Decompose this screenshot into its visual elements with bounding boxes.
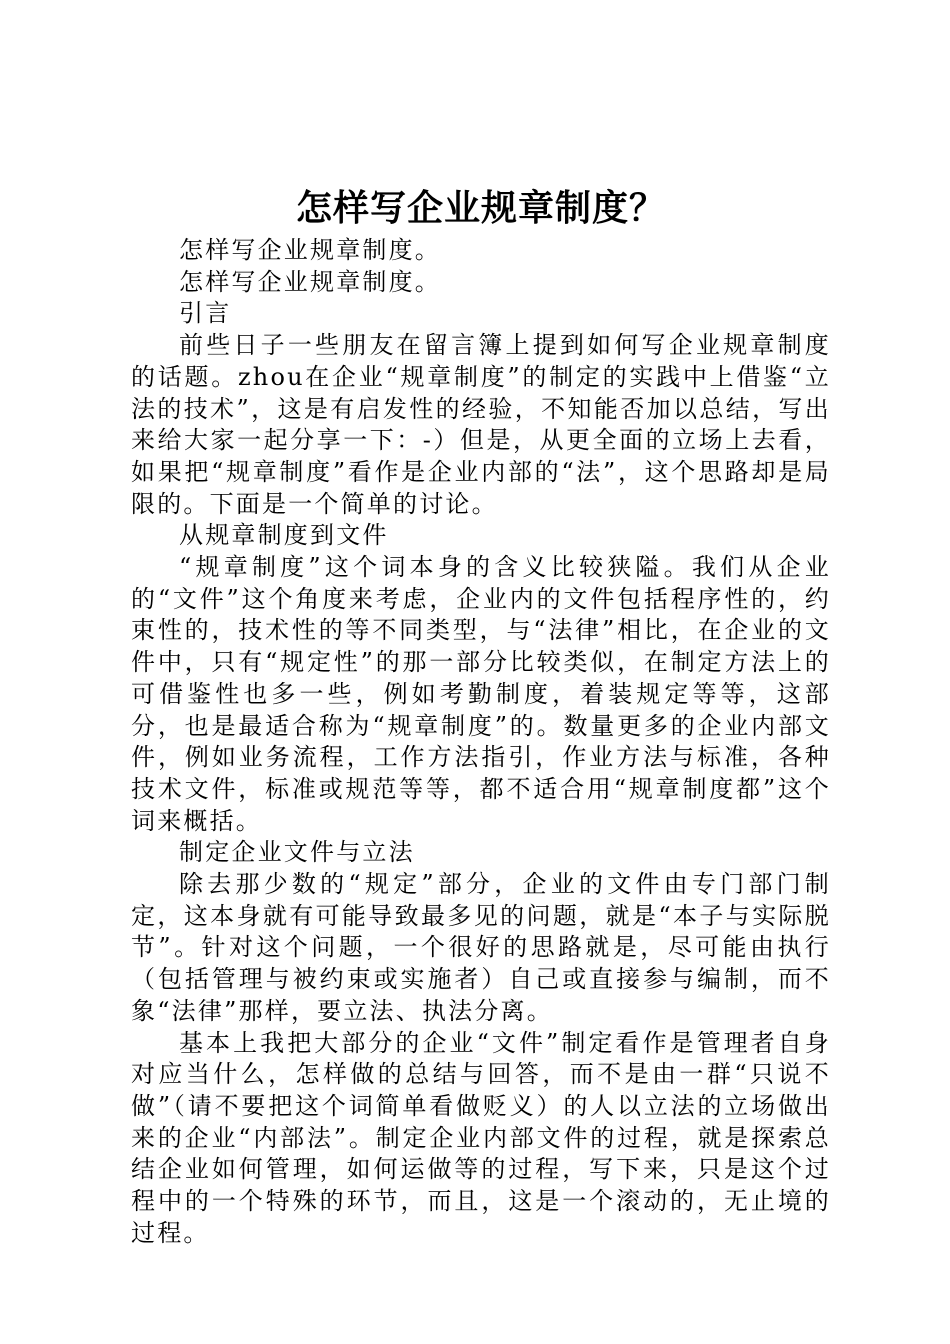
paragraph: 基本上我把大部分的企业“文件”制定看作是管理者自身对应当什么，怎样做的总结与回答，而不是由一群“只说不做”（请不要把这个词简单看做贬义）的人以立法的立场做出来的企业“内部法”。制定企业内部文件的过程，就是探索总结企业如何管理，如何运做等的过程，写下来，只是这个过程中的一个特殊的环节，而且，这是一个滚动的，无止境的过程。 [131, 1028, 831, 1247]
section-heading-documents-and-legislation: 制定企业文件与立法 [179, 838, 415, 867]
document-title: 怎样写企业规章制度？ [295, 187, 666, 229]
section-heading-intro: 引言 [179, 299, 232, 328]
paragraph: “规章制度”这个词本身的含义比较狭隘。我们从企业的“文件”这个角度来考虑，企业内的文件包括程序性的，约束性的，技术性的等不同类型，与“法律”相比，在企业的文件中，只有“规定性”的那一部分比较类似，在制定方法上的可借鉴性也多一些，例如考勤制度，着装规定等等，这部分，也是最适合称为“规章制度”的。数量更多的企业内部文件，例如业务流程，工作方法指引，作业方法与标准，各种技术文件，标准或规范等等，都不适合用“规章制度都”这个词来概括。 [131, 553, 831, 835]
paragraph: 除去那少数的“规定”部分，企业的文件由专门部门制定，这本身就有可能导致最多见的问题，就是“本子与实际脱节”。针对这个问题，一个很好的思路就是，尽可能由执行（包括管理与被约束或实施者）自己或直接参与编制，而不象“法律”那样，要立法、执法分离。 [131, 870, 831, 1025]
paragraph: 怎样写企业规章制度。 [179, 236, 441, 264]
paragraph: 怎样写企业规章制度。 [179, 267, 441, 296]
document-body [131, 235, 831, 1250]
paragraph: 前些日子一些朋友在留言簿上提到如何写企业规章制度的话题。zhou在企业“规章制度”的制定的实践中上借鉴“立法的技术”，这是有启发性的经验，不知能否加以总结，写出来给大家一起分享一下：-）但是，从更全面的立场上去看，如果把“规章制度”看作是企业内部的“法”，这个思路却是局限的。下面是一个简单的讨论。 [131, 331, 831, 518]
section-heading-rules-to-documents: 从规章制度到文件 [179, 521, 389, 550]
